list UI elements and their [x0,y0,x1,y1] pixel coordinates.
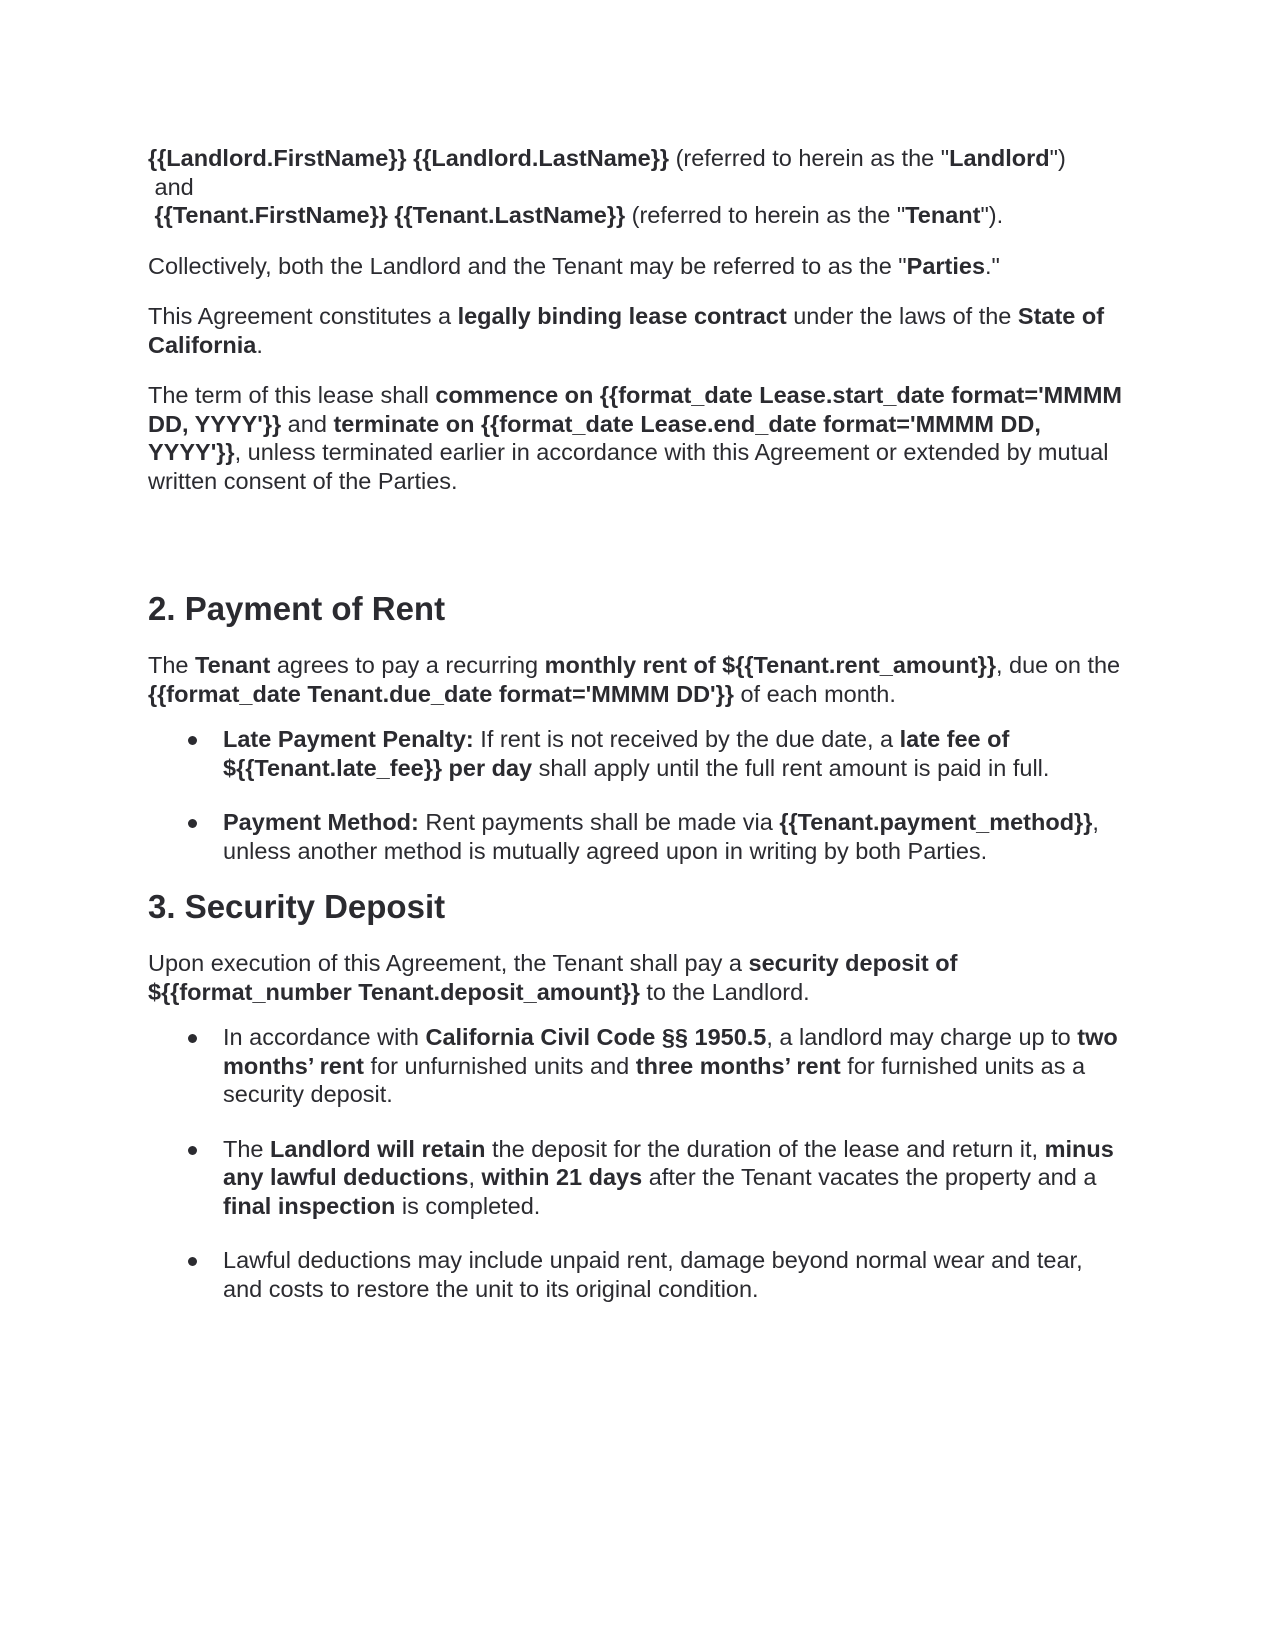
rent-intro-mid2: , due on the [995,652,1121,678]
tenant-ref-post: "). [980,202,1004,228]
rent-bullet-list [148,725,1128,865]
tenant-ref-pre: (referred to herein as the " [625,202,906,228]
section-heading-security-deposit: 3. Security Deposit [148,888,446,925]
list-item [148,808,1128,865]
binding-contract: legally binding lease contract [457,303,787,329]
payment-method-value: {{Tenant.payment_method}} [779,809,1093,835]
deposit-intro-pre: Upon execution of this Agreement, the Tenant shall pay a [148,950,749,976]
payment-method-label: Payment Method: [223,809,419,835]
deposit-intro-paragraph [148,949,1128,1006]
term-commence: commence on {{format_date Lease.start_date format='MMMM DD, YYYY'}} [148,382,1122,437]
deposit-intro-post: to the Landlord. [639,978,810,1005]
rent-intro-pre: The [148,652,196,678]
landlord-ref-pre: (referred to herein as the " [669,145,950,171]
landlord-last-name: {{Landlord.LastName}} [413,145,670,171]
term-post: , unless terminated earlier in accordance with this Agreement or extended by mutual written consent of the Parties. [148,439,1109,494]
rent-intro-due-date: {{format_date Tenant.due_date format='MMMM DD'}} [148,680,734,707]
binding-paragraph [148,302,1128,359]
binding-state: State of California [148,303,1105,358]
parties-label: Parties [906,252,986,279]
binding-mid: under the laws of the [786,303,1018,329]
tenant-first-name: {{Tenant.FirstName}} [154,202,388,228]
tenant-last-name: {{Tenant.LastName}} [394,202,626,228]
civil-code-ref: California Civil Code §§ 1950.5 [425,1024,767,1050]
late-penalty-mid: If rent is not received by the due date, a [473,726,900,752]
term-paragraph [148,381,1128,495]
retain-mid3: after the Tenant vacates the property and a [642,1164,1097,1190]
retain-pre: The [223,1135,271,1162]
landlord-label: Landlord [949,145,1050,171]
parties-paragraph [148,144,1128,230]
rent-intro-tenant: Tenant [195,652,271,678]
document-page [148,144,1128,1303]
binding-post: . [256,331,263,358]
rent-intro-amount: monthly rent of ${{Tenant.rent_amount}} [544,652,996,678]
list-item [148,1023,1128,1109]
civil-code-mid1: , a landlord may charge up to [766,1024,1078,1050]
three-months-rent: three months’ rent [635,1052,841,1079]
landlord-ref-post: ") [1049,145,1066,171]
civil-code-post: for furnished units as a security deposit. [223,1052,1086,1107]
and-connector: and [154,173,194,200]
list-item [148,1135,1128,1221]
retain-mid2: , [468,1164,482,1190]
civil-code-mid2: for unfurnished units and [364,1052,636,1079]
retain-post: is completed. [395,1192,541,1219]
late-fee-value: late fee of ${{Tenant.late_fee}} per day [223,726,1010,781]
term-pre: The term of this lease shall [148,382,436,408]
landlord-retain: Landlord will retain [270,1135,486,1162]
term-mid: and [281,410,334,437]
final-inspection: final inspection [223,1192,396,1219]
collectively-paragraph [148,252,1128,281]
deposit-amount: security deposit of ${{format_number Tenant.deposit_amount}} [148,950,958,1005]
bullet-icon [188,819,197,828]
list-item [148,725,1128,782]
bullet-icon [188,1146,197,1155]
two-months-rent: two months’ rent [223,1024,1118,1079]
section-heading-payment-of-rent: 2. Payment of Rent [148,590,446,627]
civil-code-pre: In accordance with [223,1024,426,1050]
late-penalty-post: shall apply until the full rent amount is paid in full. [532,754,1050,781]
within-21-days: within 21 days [481,1164,643,1190]
late-penalty-label: Late Payment Penalty: [223,726,474,752]
payment-method-post: , unless another method is mutually agreed upon in writing by both Parties. [223,809,1099,864]
rent-intro-paragraph [148,651,1128,708]
bullet-icon [188,736,197,745]
payment-method-mid: Rent payments shall be made via [418,809,780,835]
lawful-deductions-text: Lawful deductions may include unpaid rent, damage beyond normal wear and tear, and costs to restore the unit to its original condition. [223,1247,1083,1302]
collectively-post: ." [985,252,1000,279]
rent-intro-post: of each month. [733,680,896,707]
term-terminate: terminate on {{format_date Lease.end_date format='MMMM DD, YYYY'}} [148,410,1041,465]
landlord-first-name: {{Landlord.FirstName}} [148,145,407,171]
deposit-bullet-list [148,1023,1128,1303]
lawful-deductions: minus any lawful deductions [223,1135,1114,1190]
bullet-icon [188,1034,197,1043]
tenant-label: Tenant [905,202,981,228]
binding-pre: This Agreement constitutes a [148,303,458,329]
retain-mid1: the deposit for the duration of the lease and return it, [485,1135,1045,1162]
rent-intro-mid1: agrees to pay a recurring [270,652,545,678]
list-item [148,1246,1128,1303]
bullet-icon [188,1257,197,1266]
collectively-pre: Collectively, both the Landlord and the Tenant may be referred to as the " [148,252,907,279]
